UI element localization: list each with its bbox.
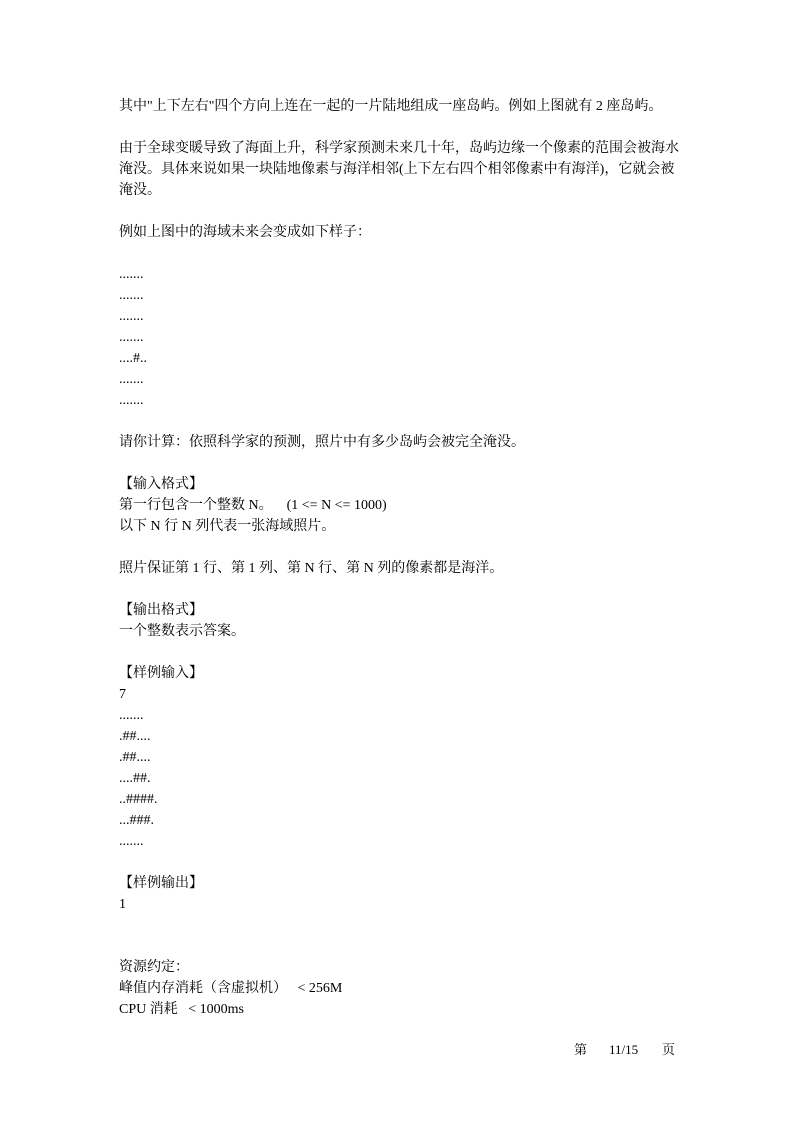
footer-prefix: 第 — [574, 1042, 588, 1057]
future-map-row: ....... — [119, 288, 144, 303]
future-map — [119, 264, 679, 411]
output-format-heading: 【输出格式】 — [119, 603, 203, 618]
input-format-note: 照片保证第 1 行、第 1 列、第 N 行、第 N 列的像素都是海洋。 — [119, 561, 504, 576]
footer-suffix: 页 — [662, 1042, 676, 1057]
input-format-line: 第一行包含一个整数 N。 (1 <= N <= 1000) — [119, 498, 387, 513]
future-map-row: ....... — [119, 267, 144, 282]
sample-input-line: ..####. — [119, 792, 158, 807]
sample-output-value: 1 — [119, 897, 126, 912]
future-map-row: ....... — [119, 372, 144, 387]
problem-content — [119, 96, 679, 1020]
sample-output-heading: 【样例输出】 — [119, 876, 203, 891]
future-map-row: ....... — [119, 309, 144, 324]
sample-input-line: .##.... — [119, 729, 151, 744]
resources-heading: 资源约定： — [119, 960, 189, 975]
page-footer — [0, 1040, 793, 1060]
para-example-future: 例如上图中的海域未来会变成如下样子： — [119, 225, 371, 240]
para-sea-rise: 由于全球变暖导致了海面上升，科学家预测未来几十年，岛屿边缘一个像素的范围会被海水淹没。具体来说如果一块陆地像素与海洋相邻(上下左右四个相邻像素中有海洋)，它就会被淹没。 — [119, 141, 679, 198]
sample-input-line: 7 — [119, 687, 126, 702]
question-text: 请你计算：依照科学家的预测，照片中有多少岛屿会被完全淹没。 — [119, 435, 525, 450]
future-map-row: ....... — [119, 330, 144, 345]
future-map-row: ....... — [119, 393, 144, 408]
sample-input-heading: 【样例输入】 — [119, 666, 203, 681]
sample-input-line: ...###. — [119, 813, 154, 828]
sample-input-line: .##.... — [119, 750, 151, 765]
resources-memory: 峰值内存消耗（含虚拟机） < 256M — [119, 981, 343, 996]
sample-input-line: ....##. — [119, 771, 151, 786]
sample-input-line: ....... — [119, 708, 144, 723]
page-number: 11/15 — [609, 1042, 639, 1057]
output-format-line: 一个整数表示答案。 — [119, 624, 245, 639]
future-map-row: ....#.. — [119, 351, 147, 366]
sample-input-block — [119, 684, 679, 852]
sample-input-line: ....... — [119, 834, 144, 849]
input-format-line: 以下 N 行 N 列代表一张海域照片。 — [119, 519, 336, 534]
input-format-heading: 【输入格式】 — [119, 477, 203, 492]
resources-cpu: CPU 消耗 < 1000ms — [119, 1002, 244, 1017]
para-islands-definition: 其中"上下左右"四个方向上连在一起的一片陆地组成一座岛屿。例如上图就有 2 座岛屿。 — [119, 99, 663, 114]
